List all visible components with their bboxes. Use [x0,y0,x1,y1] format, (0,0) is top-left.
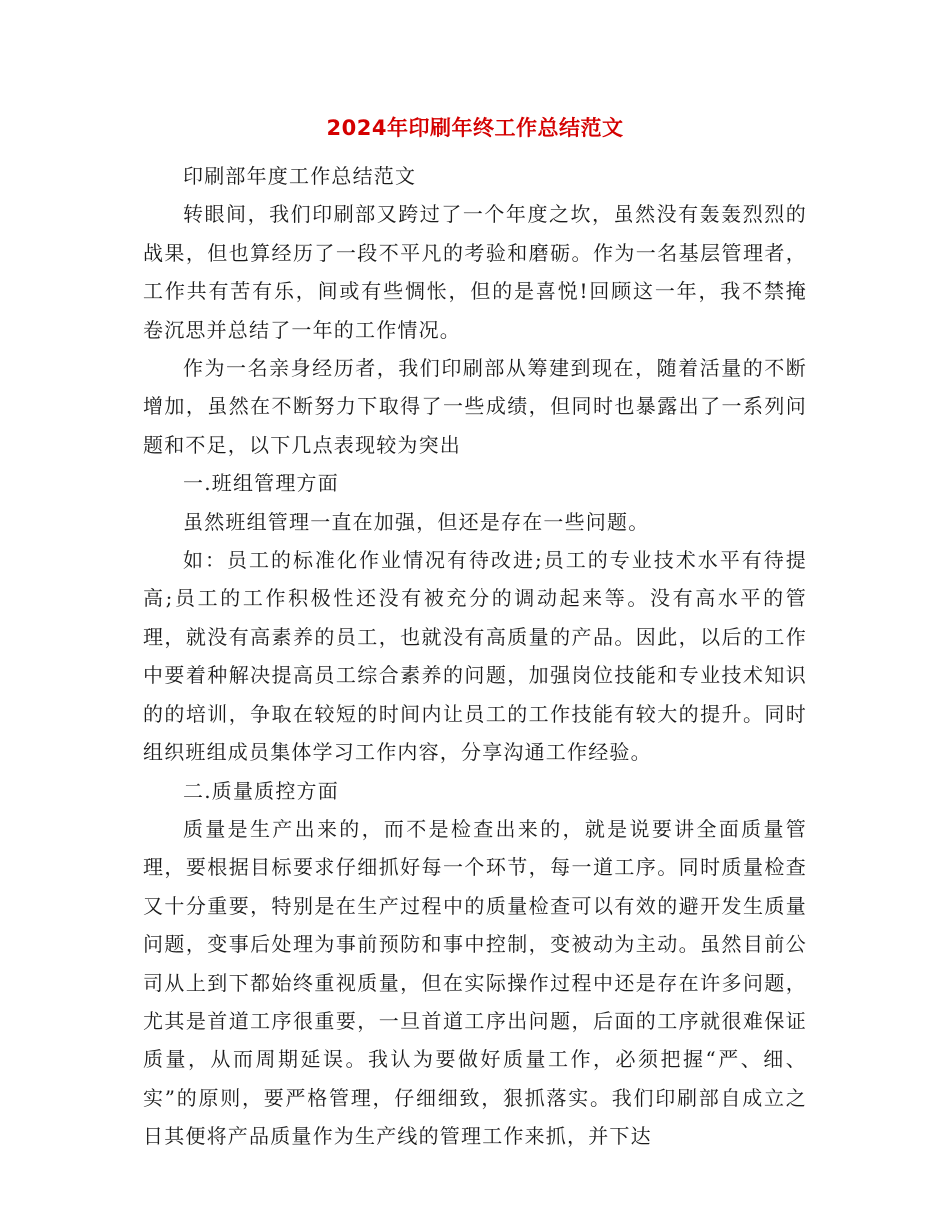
body-paragraph: 如：员工的标准化作业情况有待改进;员工的专业技术水平有待提高;员工的工作积极性还没有被充分的调动起来等。没有高水平的管理，就没有高素养的员工，也就没有高质量的产品。因此，以后的工作中要着种解决提高员工综合素养的问题，加强岗位技能和专业技术知识的的培训，争取在较短的时间内让员工的工作技能有较大的提升。同时组织班组成员集体学习工作内容，分享沟通工作经验。 [143,548,807,765]
section-heading: 二.质量质控方面 [183,778,339,803]
document-body [143,157,807,1156]
body-paragraph: 虽然班组管理一直在加强，但还是存在一些问题。 [183,509,650,534]
body-paragraph: 转眼间，我们印刷部又跨过了一个年度之坎，虽然没有轰轰烈烈的战果，但也算经历了一段不平凡的考验和磨砺。作为一名基层管理者，工作共有苦有乐，间或有些惆怅，但的是喜悦!回顾这一年，我不禁掩卷沉思并总结了一年的工作情况。 [143,202,807,342]
body-paragraph: 作为一名亲身经历者，我们印刷部从筹建到现在，随着活量的不断增加，虽然在不断努力下取得了一些成绩，但同时也暴露出了一系列问题和不足，以下几点表现较为突出 [143,356,807,457]
document-title: 2024年印刷年终工作总结范文 [326,116,624,140]
body-paragraph: 质量是生产出来的，而不是检查出来的，就是说要讲全面质量管理，要根据目标要求仔细抓好每一个环节，每一道工序。同时质量检查又十分重要，特别是在生产过程中的质量检查可以有效的避开发生质量问题，变事后处理为事前预防和事中控制，变被动为主动。虽然目前公司从上到下都始终重视质量，但在实际操作过程中还是存在许多问题，尤其是首道工序很重要，一旦首道工序出问题，后面的工序就很难保证质量，从而周期延误。我认为要做好质量工作，必须把握“严、细、实”的原则，要严格管理，仔细细致，狠抓落实。我们印刷部自成立之日其便将产品质量作为生产线的管理工作来抓，并下达 [143,816,807,1149]
section-heading: 一.班组管理方面 [183,471,339,496]
subtitle-paragraph: 印刷部年度工作总结范文 [183,164,417,188]
